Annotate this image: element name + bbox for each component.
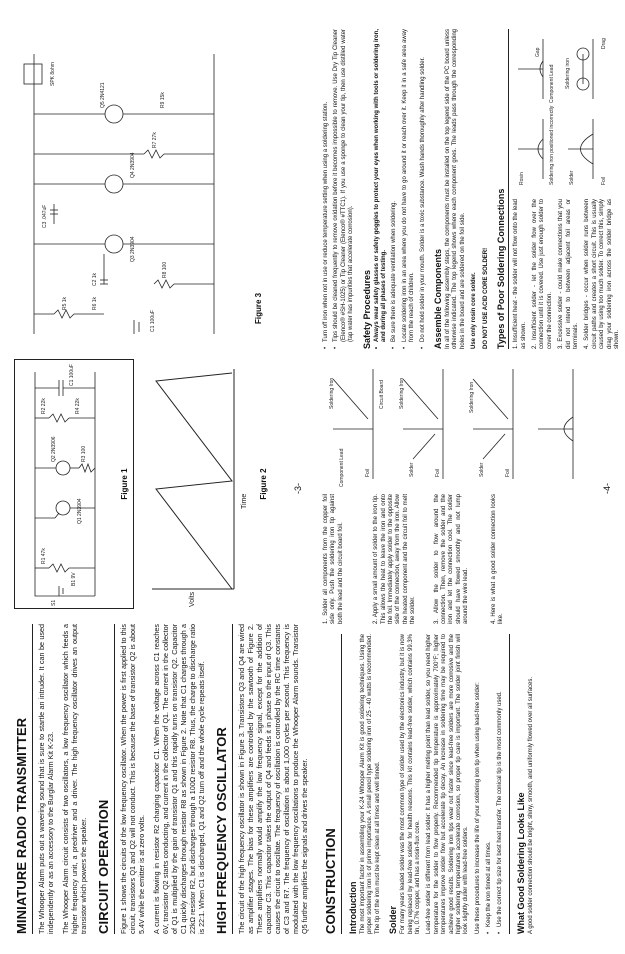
poor-item: 3. Excessive solder - could make connections that you did not intend to between adjacent foil areas or terminals. [558,199,579,349]
poor-label: Drag [601,38,608,49]
section-rule [509,634,510,934]
step-item: 2. Apply a small amount of solder to the iron tip. This allows the heat to leave the iron and onto the foil. Immediately apply solder to the opposite side of the connection, away from the iron. Allow the heated component and the circuit foil to melt the solder. [373,494,417,624]
section-title: HIGH FREQUENCY OSCILLATOR [214,727,229,934]
list-item-text: Be sure there is adequate ventilation when soldering. [391,200,398,342]
poor-text-group [513,199,625,349]
paragraph: The Whooper Alarm circuit consists of two oscillators, a low frequency oscillator which feeds a higher frequency unit, a predriver and a driver. The high frequency oscillator drives an output transistor which powers the speaker. [61,624,88,934]
poor-label: Foil [601,176,608,185]
figure-3-schematic [14,44,244,344]
fig1-label: R4 22k [75,398,81,414]
paragraph: The circuit of the high frequency oscillator is shown in Figure 3. Transistors Q3 and Q4 are wired as amplifier stages. The bias for these amplifiers are controlled by the sawtooth of Figure 2. These amplifiers normally would amplify the low frequency signal, except for the addition of capacitor C3. This capacitor takes the output of Q4 and feeds it in phase to the input of Q3. This causes the circuit to oscillate. The frequency of oscillation is controlled by the RC time constants of C3 and R7. The frequency of oscillation is about 1,000 cycles per second. This frequency is modulated with the low frequency oscillations to produce the Whooper Alarm sounds. Transistor Q5 further amplifies the signals and drives the speaker. [237,624,309,934]
fig1-label: R1 47k [41,548,47,564]
poor-label: Solder [569,170,576,185]
title-rule [232,624,233,934]
figure-caption: Figure 3 [254,292,263,324]
paragraph: Lead-free solder is different from lead solder: It has a higher melting point than lead solder, so you need higher temperature for the solder to flow properly. Recommended tip temperature is approximately 700°F; higher temperatures improve solder flow but accelerate tip decay. An increase in soldering time may be required to achieve good results. Soldering iron tips wear out faster since lead-free solders are more corrosive and the higher soldering temperatures accelerate corrosion, so proper tip care is important. The solder joint finish will look slightly duller with lead-free solders. [426,634,470,934]
fig3-label: C3 .047uF [42,204,48,228]
figure-2-waveform [144,359,254,609]
step-label: Foil [365,468,371,477]
list-item-text: Always wear safety glasses or safety goggles to protect your eyes when working with tools or soldering iron, and during all phases of testing. [373,29,388,342]
page-three-text-column [14,624,309,934]
poor-soldering-list [513,29,620,349]
list-item-text: Tips should be cleaned frequently to remove oxidation before it becomes impossible to remove. Use Dry Tip Cleaner (Elenco® #SH-1025) or Tip Cleaner (Elenco® #TTC1). If you use a sponge to clean your tip, then use distilled water (tap water has impurities that accelerate corrosion). [333,29,355,342]
poor-label: Rosin [519,172,526,185]
fig1-label: S1 [51,599,57,606]
title-rule [341,634,342,934]
soldering-steps-column [323,359,604,624]
fig1-label: Q1 2N3904 [77,498,83,524]
paragraph: Use only rosin core solder. [471,272,478,349]
fig3-label: Q4 2N3904 [130,152,136,178]
poor-item: 4. Solder bridges - occur when solder runs between circuit paths and creates a short circuit. This is usually caused by using too much solder. To correct this, simply drag your soldering iron across the solder bridge as shown. [584,199,620,349]
poor-item: 1. Insufficient heat - the solder will not flow onto the lead as shown. [513,199,527,349]
fig2-y-label: Volts [189,591,196,607]
paragraph: For many years leaded solder was the most common type of solder used by the electronics industry, but it is now being replaced by lead-free solder for health reasons. This kit contains lead-free solder, which contains 99.3% tin, 0.7% copper, and has a rosin-flux core. [400,634,422,934]
list-item: • Use the correct tip size for best heat transfer. The conical tip is the most commonly used. [496,691,503,934]
step-label: Solder [479,462,485,477]
page-three-figure3-column [14,44,295,344]
list-item-text: Use the correct tip size for best heat transfer. The conical tip is the most commonly used. [496,691,503,927]
subsection-title: Types of Poor Soldering Connections [496,188,507,349]
soldering-steps-drawings [323,359,593,489]
safety-column [323,29,620,349]
figure-1-schematic [15,360,115,608]
list-item-text: Keep the iron tinned at all times. [486,841,493,927]
subsection-title: Safety Procedures [361,269,372,349]
paragraph: A good solder connection should be bright, shiny, smooth, and uniformly flowed over all surfaces. [528,676,535,934]
fig3-label: R5 1k [62,296,68,310]
fig3-label: R6 1k [92,296,98,310]
section-title: MINIATURE RADIO TRANSMITTER [14,717,29,934]
paragraph: DO NOT USE ACID CORE SOLDER! [482,247,489,349]
figure-caption: Figure 1 [120,468,129,500]
step-label: Foil [435,468,441,477]
step-label: Soldering Iron [399,377,405,409]
list-item-text: Do not hold solder in your mouth. Solder is a toxic substance. Wash hands thoroughly after handling solder. [419,57,426,342]
fig3-label: C1 100uF [150,310,156,332]
figure-1-box [14,359,134,609]
fig1-label: R2 22k [41,398,47,414]
list-item: • Tips should be cleaned frequently to remove oxidation before it becomes impossible to remove. Use Dry Tip Cleaner (Elenco® #SH-1025) or Tip Cleaner (Elenco® #TTC1). If you use a sponge to clean your tip, then use distilled water (tap water has impurities that accelerate corrosion). [333,29,355,349]
section-title: CONSTRUCTION [323,828,338,934]
fig3-label: Q5 2N4121 [100,82,106,108]
fig1-label: B1 9V [71,572,77,586]
title-rule [114,624,115,934]
poor-item: 2. Insufficient solder - let the solder flow over the connection until it is covered. Use just enough solder to cover the connection. [531,199,553,349]
step-item: 1. Solder all components from the copper foil side only. Push the soldering iron tip against both the lead and the circuit board foil. [323,494,344,624]
figure-2-box [144,359,274,609]
step-label: Soldering Iron [329,377,335,409]
paragraph: The Whooper Alarm puts out a wavering sound that is sure to startle an intruder. It can be used independently or as an accessory to the Burglar Alarm Kit K-23. [37,624,55,934]
fig3-label: R9 15k [160,92,166,108]
list-item-text: Locate soldering iron in an area where you do not have to go around it or reach over it. Keep it in a safe area away from the reach of children. [401,29,416,342]
poor-soldering-drawings [513,29,613,189]
fig1-label: Q2 2N3906 [51,436,57,462]
list-item: • Do not hold solder in your mouth. Solder is a toxic substance. Wash hands thoroughly after handling solder. [419,57,426,349]
list-item: • Keep the iron tinned at all times. [486,841,493,934]
paragraph: In all of the following assembly steps, the components must be installed on the top legend side of the PC board unless otherwise indicated. The top legend shows where each component goes. The leads pass through the corresponding holes in the board and are soldered on the foil side. [445,29,466,349]
step-label: Foil [505,468,511,477]
poor-label: Component Lead [549,64,556,103]
fig1-label: C1 100uF [69,364,75,386]
fig3-label: Q3 2N3904 [130,236,136,262]
title-rule [508,29,509,349]
page-three-figure-column [14,359,295,609]
fig3-label: R7 27k [152,132,158,148]
fig2-x-label: Time [241,493,248,509]
fig1-label: R3 100 [81,445,87,462]
paragraph: The most important factor in assembling your K-24 Whooper Alarm Kit is good soldering techniques. Using the proper soldering iron is of prime importance. A small pencil type soldering iron of 25 - 40 watts is recommended. The tip of the iron must be kept clean at all times and well tinned. [360,634,381,934]
paragraph: A current is flowing in resistor R2 charging capacitor C1. When the voltage across C1 reaches 6V, transistor Q2 starts conducting, and current in the collector of Q1. The current in the collector of Q1 is multiplied by the gain of transistor Q1 and this rapidly turns on transistor Q2. Capacitor C1 quickly discharges through resistor R8 as shown in Figure 2. Note that C1 charges through a 22kΩ resistor R2, but discharges through a 100Ω resistor R8. Thus, the charge to discharge ratio is 22:1. When C1 is discharged, Q1 and Q2 turn off and the whole cycle repeats itself. [152,624,206,934]
step-item: 3. Allow the solder to flow around the connection. Then, remove the solder and the iron and let the connection cool. The solder should have flowed smoothly and not lump around the wire lead. [433,494,470,624]
step-item: 4. Here is what a good solder connection looks like. [490,494,505,624]
list-item: • Turn off iron when not in use or reduce temperature setting when using a soldering station. [323,101,329,349]
title-rule [32,624,33,934]
subsection-title: Solder [388,905,399,934]
page-number: -3- [293,483,303,494]
construction-column [323,634,604,934]
fig3-label: C2 1k [92,272,98,286]
subsection-title: Assemble Components [433,248,444,349]
subsection-title: What Good Soldering Looks Like [516,792,527,934]
step-label: Component Lead [339,448,345,487]
steps-text [323,494,510,624]
step-label: Solder [409,462,415,477]
paragraph: Use these procedures to increase the life of your soldering iron tip when using lead-free solder: [474,682,481,934]
fig3-label: SPK 8ohm [50,62,56,86]
poor-label: Soldering iron positioned incorrectly [549,105,556,185]
page-number: -4- [602,483,612,494]
figure-caption: Figure 2 [259,468,268,500]
list-item: • Always wear safety glasses or safety goggles to protect your eyes when working with tools or soldering iron, and during all phases of testing. [373,29,388,349]
list-item-text: Turn off iron when not in use or reduce temperature setting when using a soldering station. [323,101,329,342]
section-title: CIRCUIT OPERATION [96,799,111,934]
step-label: Soldering Iron [469,381,475,413]
list-item: • Locate soldering iron in an area where you do not have to go around it or reach over it. Keep it in a safe area away from the reach of children. [401,29,416,349]
fig3-label: R8 100 [162,261,168,278]
poor-label: Soldering iron [565,58,572,89]
page-three-panel [0,0,309,954]
step-label: Circuit Board [379,380,385,409]
list-item: • Be sure there is adequate ventilation when soldering. [391,200,398,349]
poor-label: Gap [535,47,542,57]
page-four-panel [309,0,618,954]
paragraph: Figure 1 shows the circuits of the low frequency oscillator. When the power is first applied to this circuit, transistors Q1 and Q2 will not conduct. This is because the base of transistor Q2 is about 5.4V while the emitter is at zero volts. [119,624,146,934]
subsection-title: Introduction [348,881,358,934]
